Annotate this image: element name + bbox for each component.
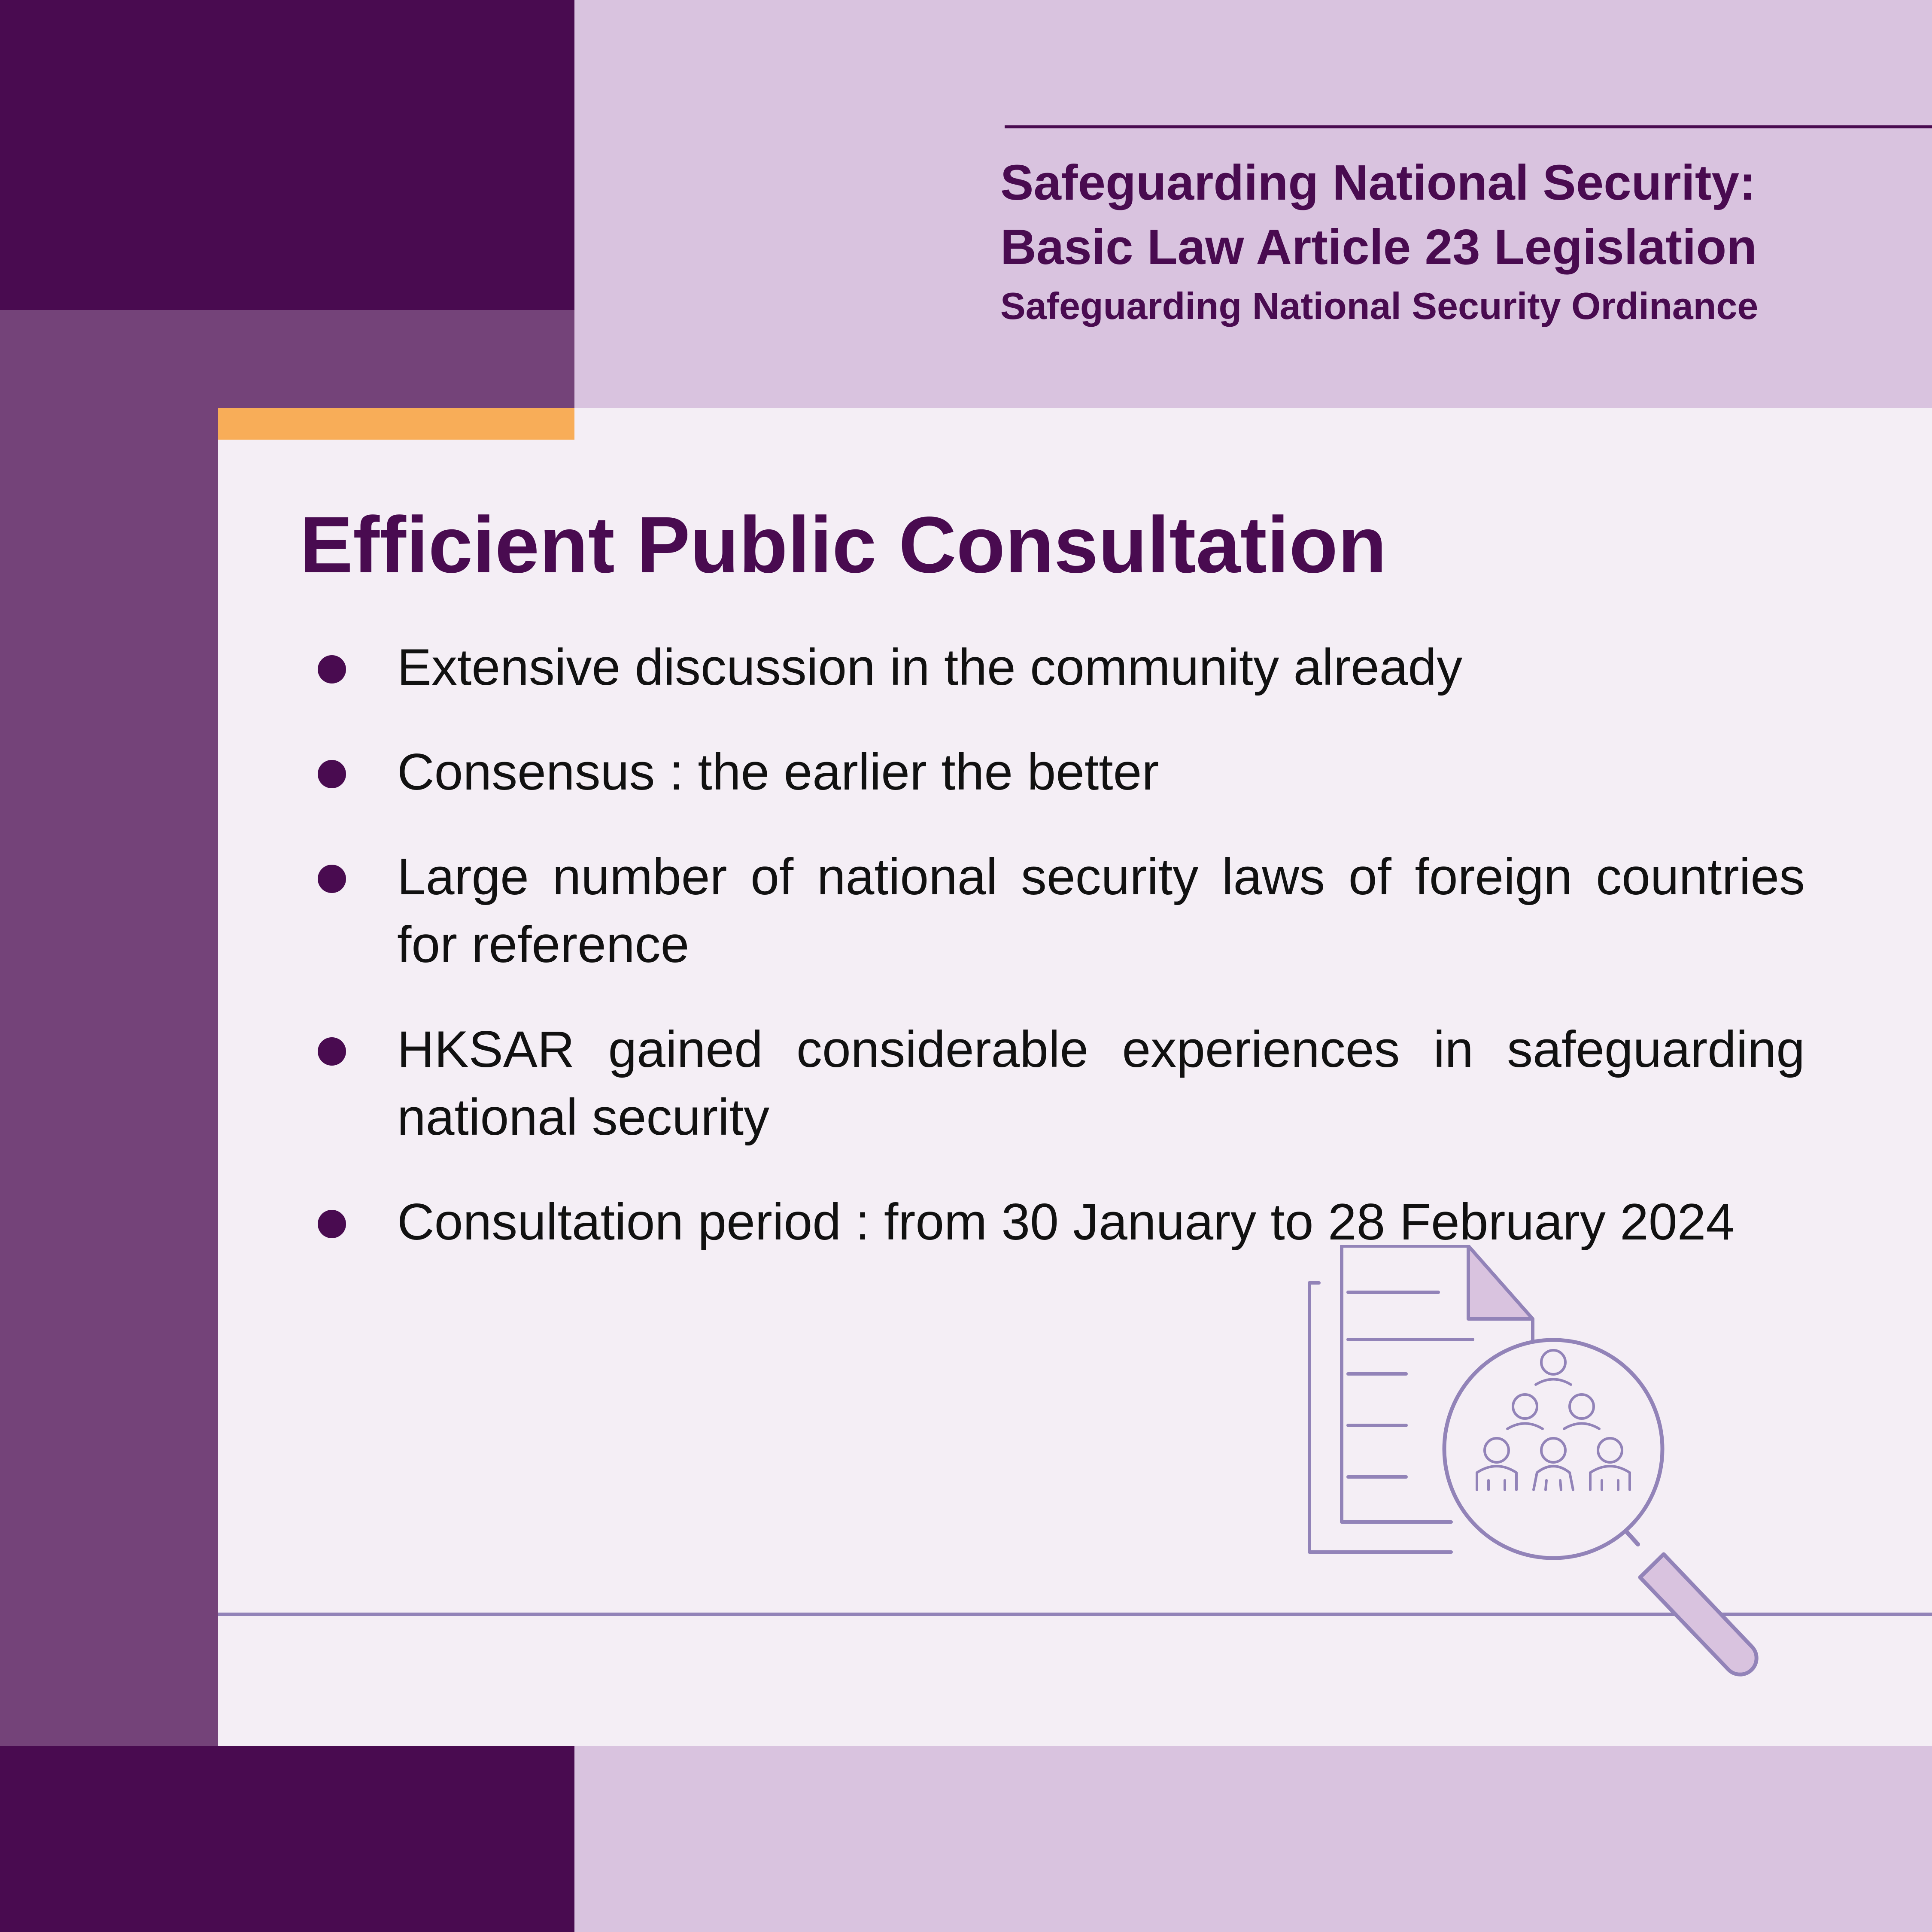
bullet-icon — [318, 655, 346, 683]
left-band — [0, 310, 218, 1746]
corner-block-mid — [218, 310, 574, 408]
page-fold — [1468, 1246, 1533, 1319]
list-item-text: Extensive discussion in the community already — [397, 638, 1463, 696]
accent-bar — [218, 408, 574, 440]
corner-block-top-left — [0, 0, 574, 310]
header-block — [1000, 150, 1758, 330]
bullet-icon — [318, 1210, 346, 1238]
header-rule — [1005, 125, 1932, 128]
list-item-text: Large number of national security laws of foreign countries for reference — [397, 848, 1805, 973]
list-item — [318, 738, 1805, 806]
bullet-list — [318, 633, 1805, 1293]
list-item — [318, 843, 1805, 978]
header-title-line1: Safeguarding National Security: — [1000, 155, 1756, 210]
list-item-text: HKSAR gained considerable experiences in safeguarding national security — [397, 1021, 1805, 1146]
bullet-icon — [318, 760, 346, 788]
header-subtitle: Safeguarding National Security Ordinance — [1000, 285, 1759, 327]
list-item — [318, 1015, 1805, 1151]
back-page-outline — [1309, 1283, 1451, 1552]
bullet-icon — [318, 1037, 346, 1066]
header-title-line2: Basic Law Article 23 Legislation — [1000, 219, 1757, 275]
page-title: Efficient Public Consultation — [300, 501, 1387, 589]
list-item-text: Consultation period : from 30 January to 28 February 2024 — [397, 1193, 1735, 1251]
corner-block-bottom-left — [0, 1746, 574, 1932]
front-page-outline — [1342, 1246, 1451, 1522]
list-item-text: Consensus : the earlier the better — [397, 743, 1159, 801]
document-magnifier-people-icon — [1279, 1245, 1773, 1692]
list-item — [318, 633, 1805, 701]
magnifier-handle — [1640, 1554, 1756, 1674]
bullet-icon — [318, 865, 346, 893]
magnifier-lens — [1444, 1340, 1662, 1558]
